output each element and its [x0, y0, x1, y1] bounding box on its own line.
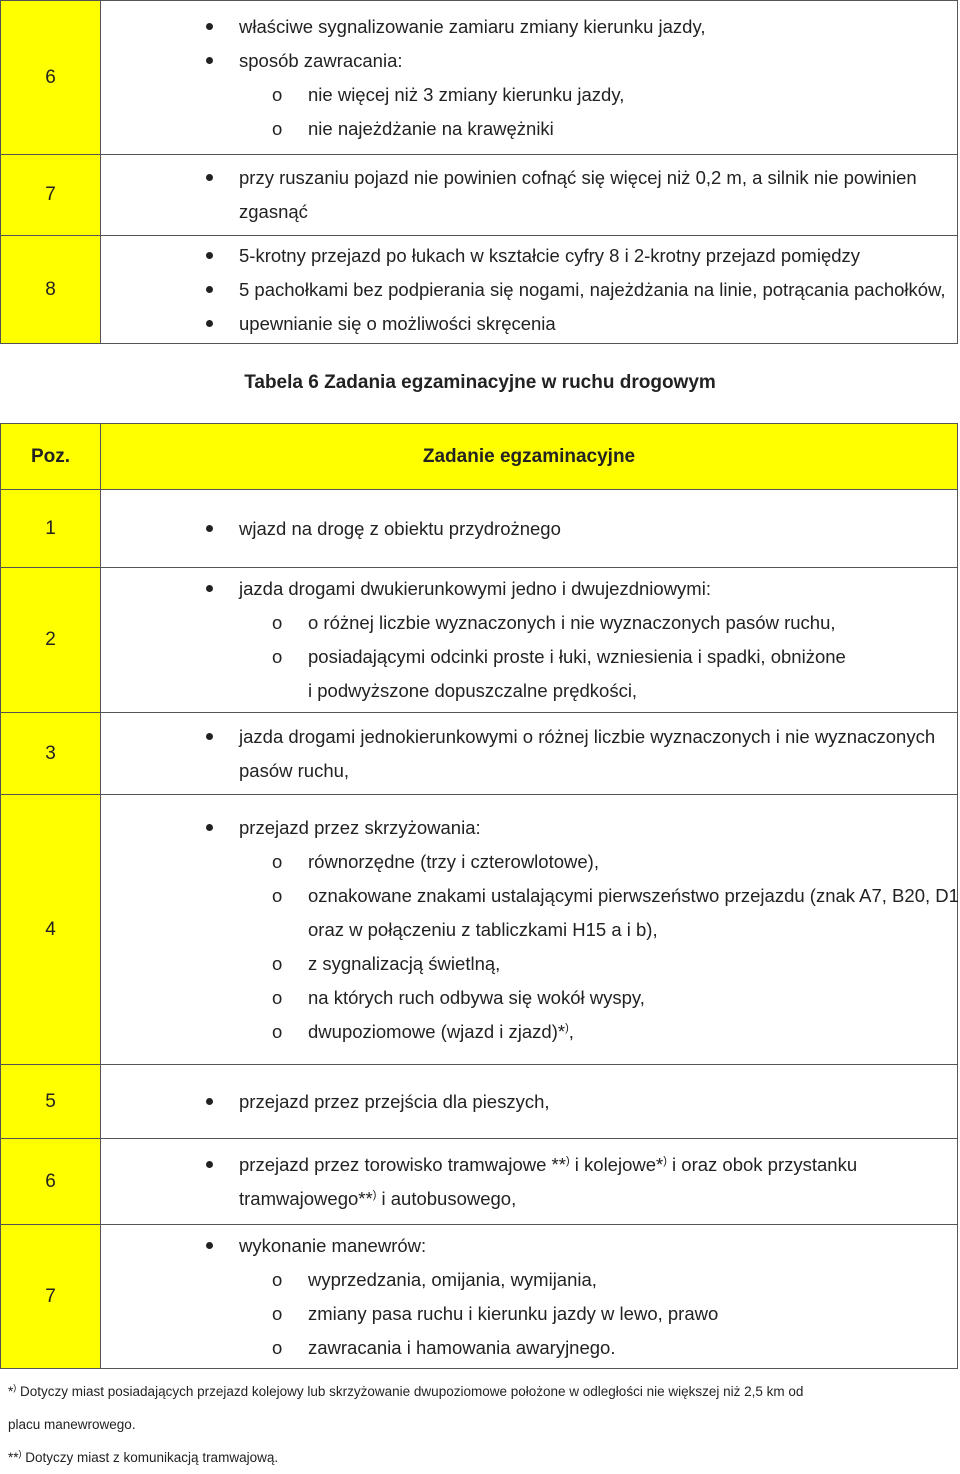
row-content	[101, 713, 958, 795]
row-content	[101, 155, 958, 236]
footnote-marker: )	[565, 1021, 569, 1034]
sub-list-text: dwupoziomowe (wjazd i zjazd)*	[308, 1020, 566, 1042]
list-item-continuation: zgasnąć	[239, 201, 308, 222]
sub-list-item: o na których ruch odbywa się wokół wyspy,	[101, 981, 957, 1015]
text-part: i kolejowe*	[569, 1153, 664, 1175]
table-row	[1, 795, 958, 1065]
table-caption: Tabela 6 Zadania egzaminacyjne w ruchu drogowym	[244, 372, 716, 393]
list-item: właściwe sygnalizowanie zamiaru zmiany kierunku jazdy,	[101, 10, 957, 44]
text-part: i oraz obok przystanku	[666, 1153, 858, 1175]
row-content	[101, 1139, 958, 1225]
column-header-task: Zadanie egzaminacyjne	[101, 424, 958, 490]
table-header-row	[1, 424, 958, 490]
row-number: 4	[1, 795, 101, 1065]
footnote-marker: )	[372, 1188, 377, 1201]
row-number: 2	[1, 568, 101, 713]
sub-list-item: o nie więcej niż 3 zmiany kierunku jazdy,	[101, 78, 957, 112]
row-content	[101, 490, 958, 568]
row-number: 7	[1, 1225, 101, 1369]
row-number: 6	[1, 1, 101, 155]
text-part: i autobusowego,	[376, 1187, 517, 1209]
footnotes	[8, 1375, 958, 1474]
row-number: 3	[1, 713, 101, 795]
list-item: przejazd przez skrzyżowania:	[101, 811, 957, 845]
table-row	[1, 568, 958, 713]
list-item: 5-krotny przejazd po łukach w kształcie cyfry 8 i 2-krotny przejazd pomiędzy	[101, 239, 957, 273]
sub-list-item: o oznakowane znakami ustalającymi pierwszeństwo przejazdu (znak A7, B20, D1	[101, 879, 957, 913]
table-row	[1, 1, 958, 155]
footnote-mark: *	[8, 1384, 14, 1399]
list-item: wykonanie manewrów:	[101, 1229, 957, 1263]
list-item: sposób zawracania:	[101, 44, 957, 78]
row-number: 7	[1, 155, 101, 236]
row-content	[101, 795, 958, 1065]
sub-list-item: o o różnej liczbie wyznaczonych i nie wyznaczonych pasów ruchu,	[101, 606, 957, 640]
sub-list-item	[101, 1015, 957, 1049]
sub-list-item: o posiadającymi odcinki proste i łuki, wzniesienia i spadki, obniżone	[101, 640, 957, 674]
table-row	[1, 1225, 958, 1369]
row-content	[101, 1, 958, 155]
row-number: 5	[1, 1065, 101, 1139]
text-part: tramwajowego**	[239, 1187, 373, 1209]
sub-list-item-continuation: i podwyższone dopuszczalne prędkości,	[308, 680, 638, 701]
footnote-text: Dotyczy miast z komunikacją tramwajową.	[21, 1450, 279, 1465]
sub-list-item: o z sygnalizacją świetlną,	[101, 947, 957, 981]
footnote-mark: **	[8, 1450, 19, 1465]
footnote-1-continuation: placu manewrowego.	[8, 1417, 136, 1432]
row-number: 8	[1, 236, 101, 344]
punctuation: ,	[568, 1020, 574, 1042]
sub-list-item: o zmiany pasa ruchu i kierunku jazdy w lewo, prawo	[101, 1297, 957, 1331]
table-row	[1, 1139, 958, 1225]
row-content	[101, 568, 958, 713]
list-item: wjazd na drogę z obiektu przydrożnego	[101, 512, 957, 546]
exam-tasks-table	[0, 423, 958, 1369]
sub-list-item-continuation: oraz w połączeniu z tabliczkami H15 a i b),	[308, 918, 658, 940]
row-number: 6	[1, 1139, 101, 1225]
footnote-marker: )	[663, 1154, 667, 1167]
footnote-marker: )	[565, 1154, 570, 1167]
list-item-continuation: pasów ruchu,	[239, 759, 350, 781]
footnote-2	[8, 1441, 958, 1474]
sub-list-item: o zawracania i hamowania awaryjnego.	[101, 1331, 957, 1365]
top-table	[0, 0, 958, 344]
footnote-1	[8, 1375, 958, 1408]
row-content	[101, 236, 958, 344]
text-part: przejazd przez torowisko tramwajowe **	[239, 1153, 566, 1175]
table-row	[1, 490, 958, 568]
list-item: 5 pachołkami bez podpierania się nogami, najeżdżania na linie, potrącania pachołków,	[101, 273, 957, 307]
sub-list-item: o wyprzedzania, omijania, wymijania,	[101, 1263, 957, 1297]
list-item: przy ruszaniu pojazd nie powinien cofnąć się więcej niż 0,2 m, a silnik nie powinien	[101, 161, 957, 195]
footnote-text: Dotyczy miast posiadających przejazd kolejowy lub skrzyżowanie dwupoziomowe położone w odległości nie większej niż 2,5 km od	[16, 1384, 804, 1399]
table-row	[1, 236, 958, 344]
table-row	[1, 155, 958, 236]
list-item: jazda drogami jednokierunkowymi o różnej liczbie wyznaczonych i nie wyznaczonych	[101, 720, 957, 754]
row-content	[101, 1225, 958, 1369]
column-header-position: Poz.	[1, 424, 101, 490]
row-content	[101, 1065, 958, 1139]
list-item: przejazd przez przejścia dla pieszych,	[101, 1085, 957, 1119]
list-item: jazda drogami dwukierunkowymi jedno i dwujezdniowymi:	[101, 572, 957, 606]
sub-list-item: o równorzędne (trzy i czterowlotowe),	[101, 845, 957, 879]
sub-list-item: o nie najeżdżanie na krawężniki	[101, 112, 957, 146]
list-item-continuation	[101, 1182, 957, 1216]
footnote-marker: )	[18, 1448, 22, 1459]
list-item: upewnianie się o możliwości skręcenia	[101, 307, 957, 341]
table-row	[1, 1065, 958, 1139]
footnote-marker: )	[13, 1382, 17, 1393]
table-row	[1, 713, 958, 795]
row-number: 1	[1, 490, 101, 568]
list-item	[101, 1148, 957, 1182]
